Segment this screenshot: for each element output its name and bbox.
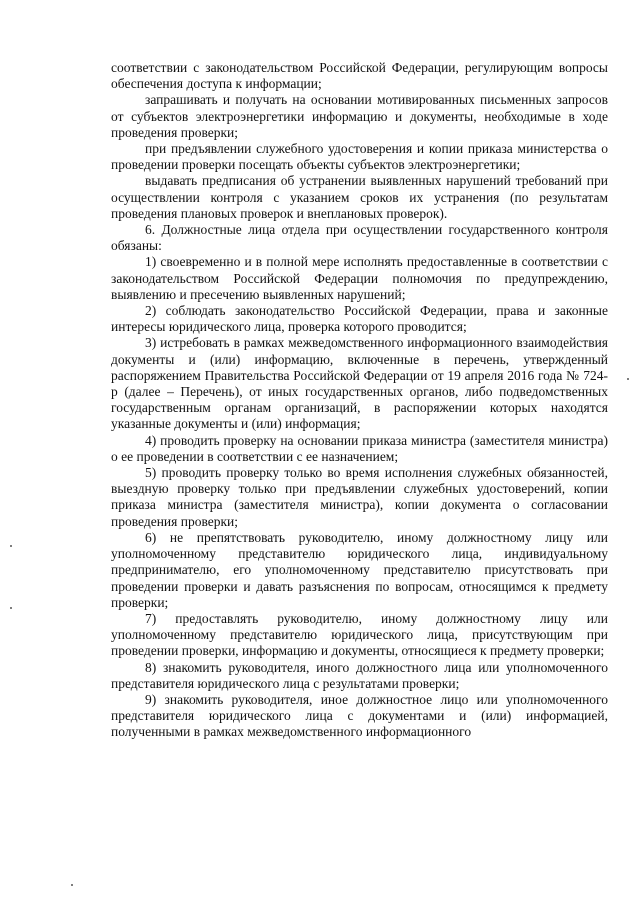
paragraph-visit-objects: при предъявлении служебного удостоверения и копии приказа министерства о проведении проверки посещать объекты субъектов электроэнергетики;: [111, 141, 608, 173]
list-item-1: 1) своевременно и в полной мере исполнять предоставленные в соответствии с законодательством Российской Федерации полномочия по предупреждению, выявлению и пресечению выявленных нарушений;: [111, 254, 608, 302]
document-body: [111, 60, 608, 741]
paragraph-section-6: 6. Должностные лица отдела при осуществлении государственного контроля обязаны:: [111, 222, 608, 254]
list-item-5: 5) проводить проверку только во время исполнения служебных обязанностей, выездную проверку только при предъявлении служебных удостоверений, копии приказа министра (заместителя министра), копии документа о согласовании проведения проверки;: [111, 465, 608, 529]
list-item-4: 4) проводить проверку на основании приказа министра (заместителя министра) о ее проведении в соответствии с ее назначением;: [111, 432, 608, 464]
list-item-3: 3) истребовать в рамках межведомственного информационного взаимодействия документы и (или) информацию, включенные в перечень, утвержденный распоряжением Правительства Российской Федерации от 19 апреля 2016 года № 724-р (далее – Перечень), от иных государственных органов, либо подведомственных государственным органам организаций, в распоряжении которых находятся указанные документы и (или) информация;: [111, 335, 608, 432]
scan-speck: [627, 378, 629, 380]
list-item-2: 2) соблюдать законодательство Российской Федерации, права и законные интересы юридического лица, проверка которого проводится;: [111, 303, 608, 335]
scan-speck: [10, 545, 12, 547]
scan-speck: [71, 884, 73, 886]
scan-speck: [10, 607, 12, 609]
list-item-8: 8) знакомить руководителя, иного должностного лица или уполномоченного представителя юридического лица с результатами проверки;: [111, 659, 608, 691]
list-item-7: 7) предоставлять руководителю, иному должностному лицу или уполномоченному представителю юридического лица, присутствующим при проведении проверки, информацию и документы, относящиеся к предмету проверки;: [111, 610, 608, 659]
paragraph-issue-orders: выдавать предписания об устранении выявленных нарушений требований при осуществлении контроля с указанием сроков их устранения (по результатам проведения плановых проверок и внеплановых проверок).: [111, 173, 608, 221]
list-item-9: 9) знакомить руководителя, иное должностное лицо или уполномоченного представителя юридического лица с документами и (или) информацией, полученными в рамках межведомственного информационного: [111, 691, 608, 740]
paragraph-request-information: запрашивать и получать на основании мотивированных письменных запросов от субъектов электроэнергетики информацию и документы, необходимые в ходе проведения проверки;: [111, 92, 608, 140]
list-item-6: 6) не препятствовать руководителю, иному должностному лицу или уполномоченному представителю юридического лица, индивидуальному предпринимателю, его уполномоченному представителю присутствовать при проведении проверки и давать разъяснения по вопросам, относящимся к предмету проверки;: [111, 529, 608, 610]
paragraph-continuation: соответствии с законодательством Российской Федерации, регулирующим вопросы обеспечения доступа к информации;: [111, 60, 608, 92]
